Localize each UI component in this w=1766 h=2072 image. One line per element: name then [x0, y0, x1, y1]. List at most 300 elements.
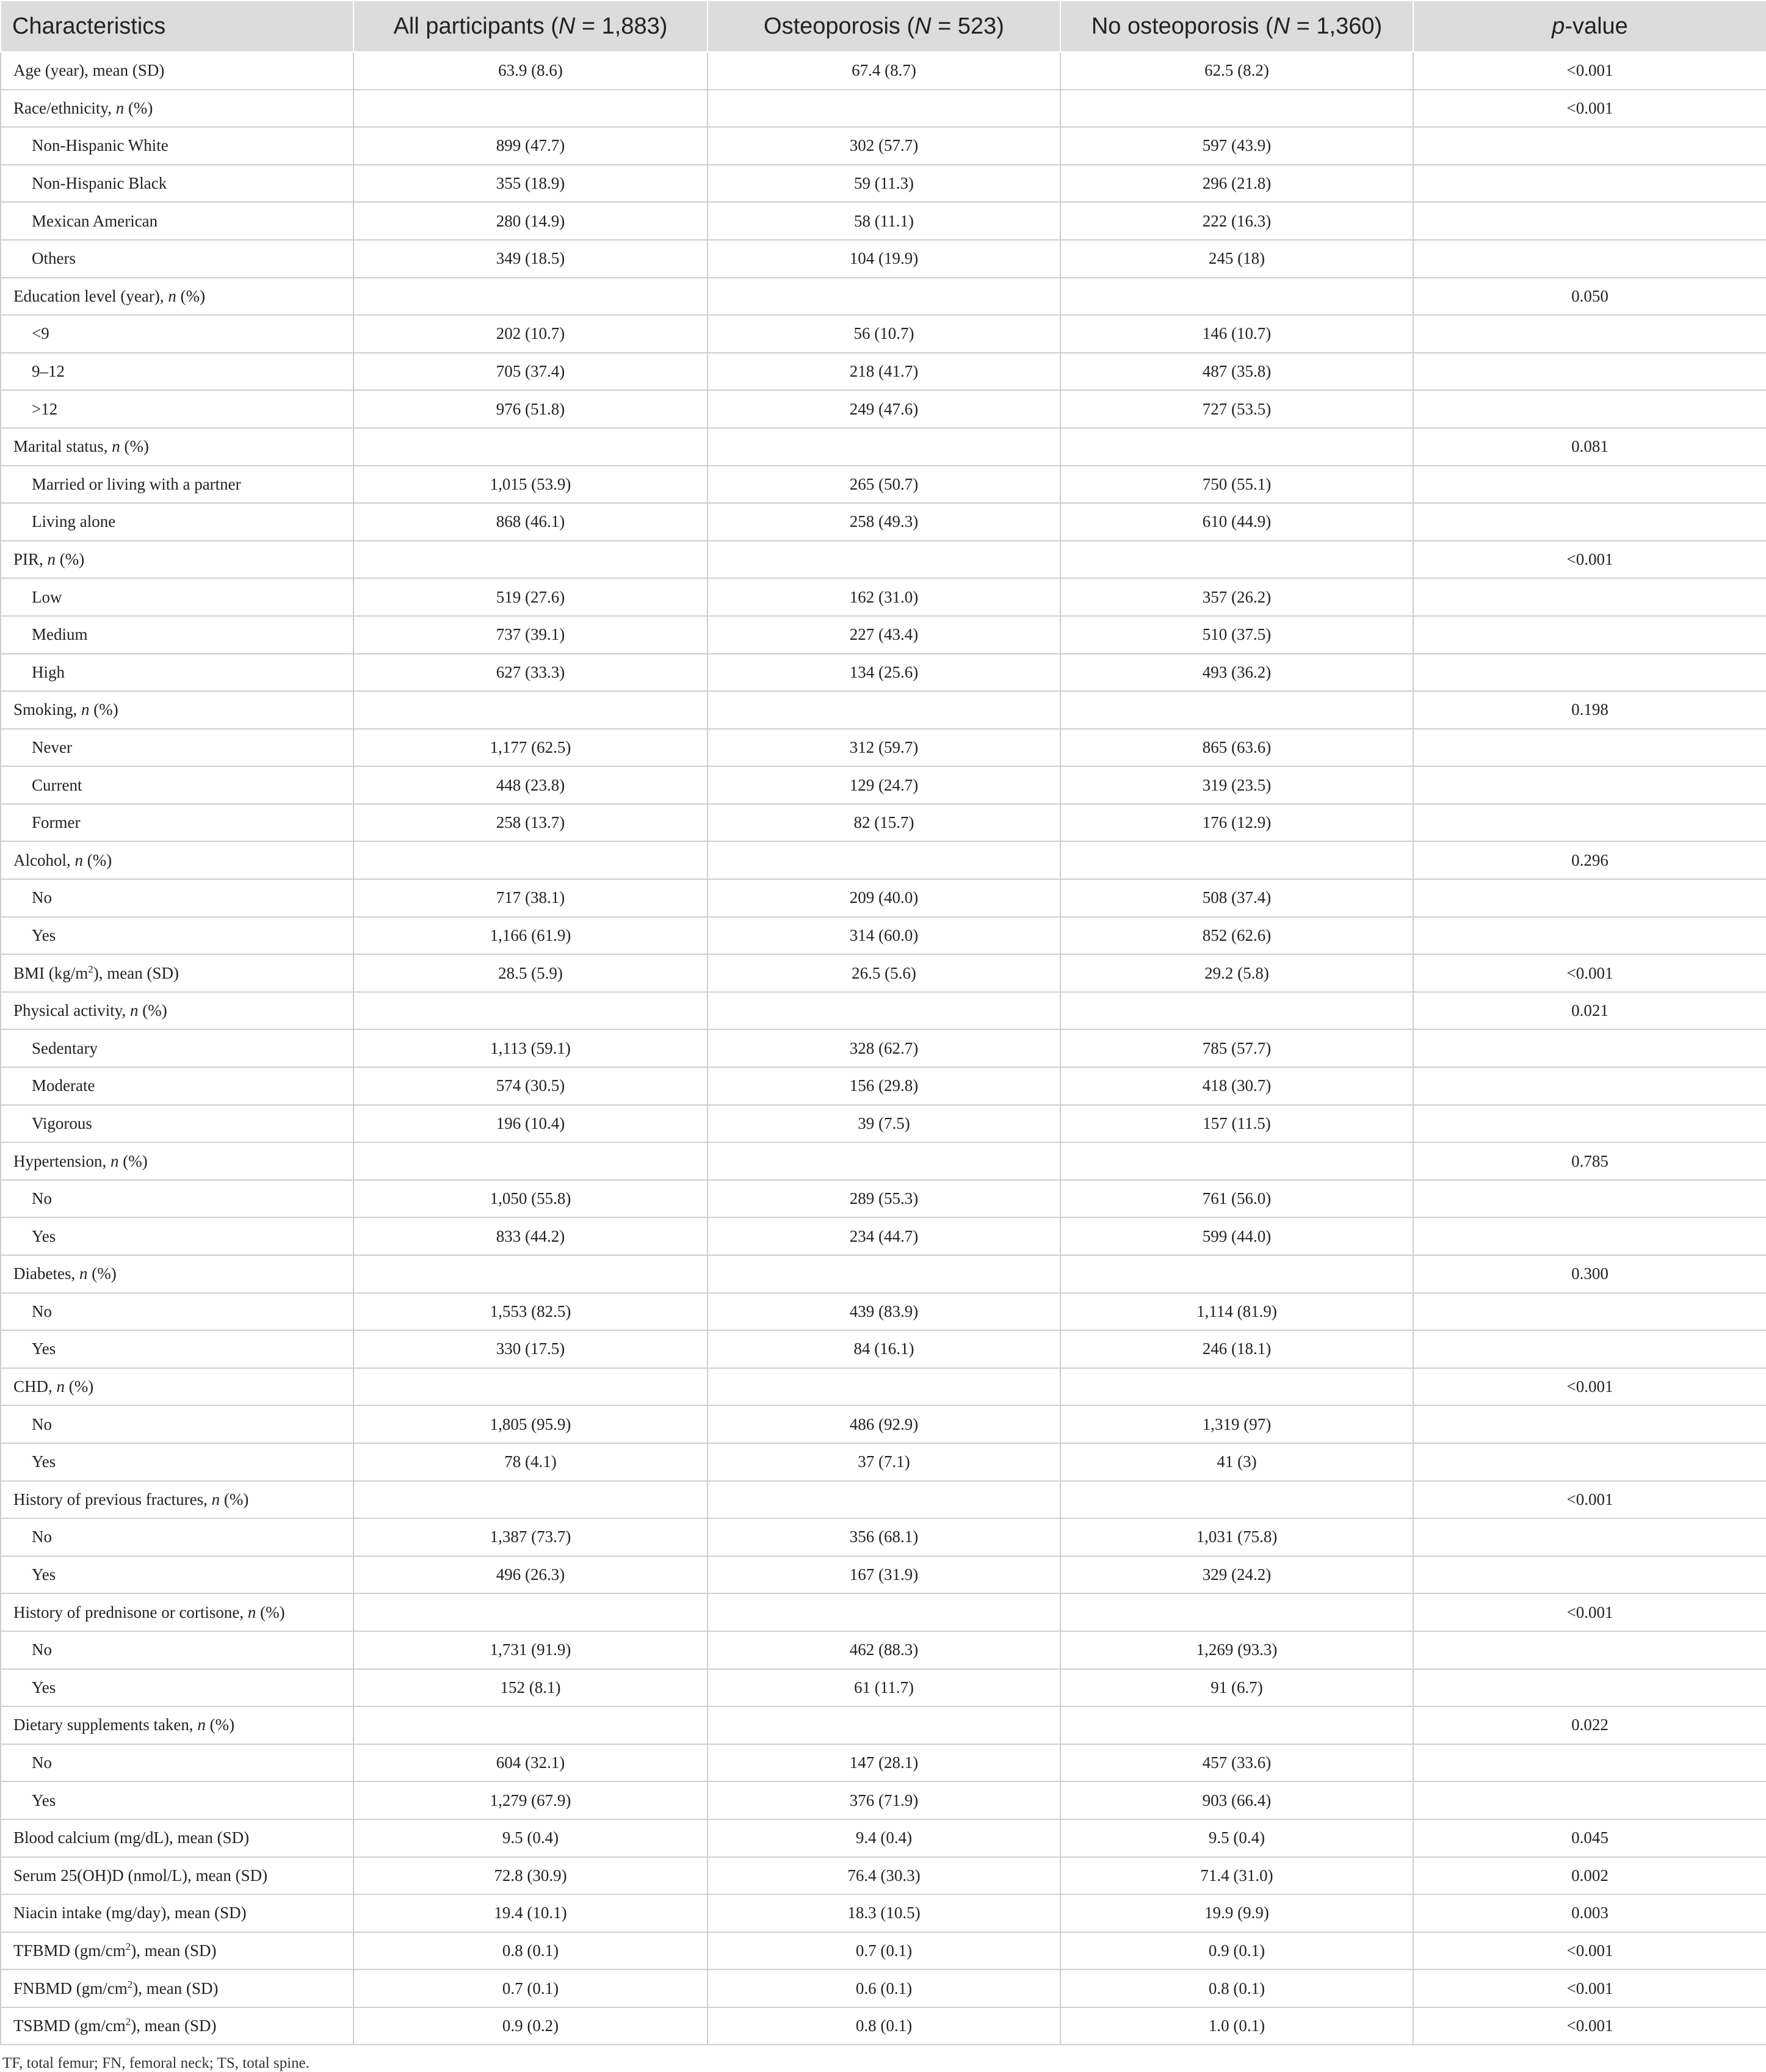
table-row	[1, 90, 1766, 128]
cell-osteoporosis	[707, 428, 1060, 466]
cell-p-value	[1413, 578, 1766, 616]
row-label: BMI $(kg/m^2)$, mean (SD)	[1, 954, 353, 992]
row-label: Diabetes, n (%)	[1, 1255, 353, 1293]
cell-p-value: <0.001	[1413, 954, 1766, 992]
cell-no-osteoporosis: 761 (56.0)	[1060, 1180, 1413, 1218]
cell-no-osteoporosis: 0.9 (0.1)	[1060, 1932, 1413, 1970]
table-row	[1, 1744, 1766, 1782]
cell-osteoporosis: 61 (11.7)	[707, 1669, 1060, 1707]
header-row	[1, 1, 1766, 52]
row-label: No	[1, 1631, 353, 1669]
cell-all-participants: 705 (37.4)	[353, 353, 707, 391]
row-label: Yes	[1, 1669, 353, 1707]
row-label: High	[1, 654, 353, 692]
table-row	[1, 315, 1766, 353]
table-row	[1, 1631, 1766, 1669]
cell-p-value	[1413, 1744, 1766, 1782]
row-label: PIR, n (%)	[1, 541, 353, 579]
table-row	[1, 466, 1766, 504]
row-label: Yes	[1, 1556, 353, 1594]
cell-p-value	[1413, 766, 1766, 804]
header-characteristics: Characteristics	[1, 1, 353, 52]
cell-no-osteoporosis	[1060, 541, 1413, 579]
cell-osteoporosis	[707, 541, 1060, 579]
cell-osteoporosis: 0.8 (0.1)	[707, 2007, 1060, 2045]
cell-all-participants: 519 (27.6)	[353, 578, 707, 616]
cell-p-value	[1413, 1556, 1766, 1594]
cell-all-participants	[353, 841, 707, 879]
cell-p-value: <0.001	[1413, 1932, 1766, 1970]
cell-all-participants	[353, 1368, 707, 1406]
cell-no-osteoporosis: 19.9 (9.9)	[1060, 1894, 1413, 1932]
cell-osteoporosis: 376 (71.9)	[707, 1781, 1060, 1819]
cell-no-osteoporosis: 9.5 (0.4)	[1060, 1819, 1413, 1857]
cell-no-osteoporosis: 1,031 (75.8)	[1060, 1518, 1413, 1556]
cell-all-participants: 1,731 (91.9)	[353, 1631, 707, 1669]
cell-p-value: 0.002	[1413, 1857, 1766, 1895]
row-label: Serum 25(OH)D (nmol/L), mean (SD)	[1, 1857, 353, 1895]
cell-osteoporosis	[707, 1368, 1060, 1406]
cell-all-participants: 448 (23.8)	[353, 766, 707, 804]
cell-osteoporosis	[707, 90, 1060, 128]
cell-p-value	[1413, 654, 1766, 692]
cell-p-value: <0.001	[1413, 1368, 1766, 1406]
row-label: Age (year), mean (SD)	[1, 52, 353, 90]
table-row	[1, 127, 1766, 165]
cell-p-value	[1413, 804, 1766, 842]
cell-no-osteoporosis: 1.0 (0.1)	[1060, 2007, 1413, 2045]
cell-p-value	[1413, 240, 1766, 278]
row-label: Dietary supplements taken, n (%)	[1, 1706, 353, 1744]
cell-p-value	[1413, 202, 1766, 240]
cell-p-value	[1413, 616, 1766, 654]
cell-p-value	[1413, 1217, 1766, 1255]
cell-no-osteoporosis: 508 (37.4)	[1060, 879, 1413, 917]
cell-p-value: <0.001	[1413, 1481, 1766, 1519]
cell-p-value	[1413, 1631, 1766, 1669]
row-label: Yes	[1, 917, 353, 955]
row-label: Low	[1, 578, 353, 616]
cell-all-participants	[353, 1255, 707, 1293]
table-row	[1, 1330, 1766, 1368]
cell-no-osteoporosis: 0.8 (0.1)	[1060, 1969, 1413, 2007]
table-row	[1, 1518, 1766, 1556]
cell-no-osteoporosis	[1060, 1255, 1413, 1293]
cell-osteoporosis: 156 (29.8)	[707, 1067, 1060, 1105]
cell-osteoporosis	[707, 1481, 1060, 1519]
cell-p-value: 0.296	[1413, 841, 1766, 879]
table-row	[1, 691, 1766, 729]
cell-osteoporosis	[707, 841, 1060, 879]
cell-osteoporosis: 26.5 (5.6)	[707, 954, 1060, 992]
cell-no-osteoporosis: 865 (63.6)	[1060, 729, 1413, 767]
cell-osteoporosis: 167 (31.9)	[707, 1556, 1060, 1594]
cell-all-participants: 833 (44.2)	[353, 1217, 707, 1255]
row-label: TFBMD $(gm/cm^2)$, mean (SD)	[1, 1932, 353, 1970]
cell-p-value	[1413, 729, 1766, 767]
cell-no-osteoporosis	[1060, 90, 1413, 128]
table-row	[1, 1481, 1766, 1519]
row-label: Sedentary	[1, 1029, 353, 1067]
table-row	[1, 1932, 1766, 1970]
cell-all-participants: 0.7 (0.1)	[353, 1969, 707, 2007]
table-row	[1, 616, 1766, 654]
cell-osteoporosis	[707, 1593, 1060, 1631]
cell-p-value	[1413, 1330, 1766, 1368]
cell-no-osteoporosis: 1,319 (97)	[1060, 1405, 1413, 1443]
cell-no-osteoporosis	[1060, 278, 1413, 316]
cell-no-osteoporosis: 510 (37.5)	[1060, 616, 1413, 654]
cell-no-osteoporosis: 157 (11.5)	[1060, 1105, 1413, 1143]
cell-osteoporosis: 314 (60.0)	[707, 917, 1060, 955]
table-row	[1, 1819, 1766, 1857]
row-label: History of previous fractures, n (%)	[1, 1481, 353, 1519]
cell-no-osteoporosis	[1060, 1706, 1413, 1744]
table-row	[1, 2007, 1766, 2045]
table-row	[1, 1781, 1766, 1819]
row-label: History of prednisone or cortisone, n (%)	[1, 1593, 353, 1631]
cell-all-participants: 330 (17.5)	[353, 1330, 707, 1368]
cell-all-participants	[353, 278, 707, 316]
row-label: Non-Hispanic White	[1, 127, 353, 165]
cell-osteoporosis: 18.3 (10.5)	[707, 1894, 1060, 1932]
cell-no-osteoporosis: 1,114 (81.9)	[1060, 1293, 1413, 1331]
row-label: FNBMD $(gm/cm^2)$, mean (SD)	[1, 1969, 353, 2007]
cell-no-osteoporosis: 785 (57.7)	[1060, 1029, 1413, 1067]
table-row	[1, 1105, 1766, 1143]
row-label: No	[1, 879, 353, 917]
table-row	[1, 1669, 1766, 1707]
table-row	[1, 428, 1766, 466]
cell-osteoporosis: 76.4 (30.3)	[707, 1857, 1060, 1895]
row-label: Current	[1, 766, 353, 804]
cell-osteoporosis	[707, 278, 1060, 316]
table-row	[1, 1556, 1766, 1594]
cell-p-value	[1413, 466, 1766, 504]
cell-no-osteoporosis	[1060, 841, 1413, 879]
cell-no-osteoporosis: 418 (30.7)	[1060, 1067, 1413, 1105]
cell-p-value	[1413, 1180, 1766, 1218]
table-row	[1, 1255, 1766, 1293]
table-row	[1, 1857, 1766, 1895]
table-row	[1, 278, 1766, 316]
table-row	[1, 1217, 1766, 1255]
cell-all-participants: 1,177 (62.5)	[353, 729, 707, 767]
row-label: Yes	[1, 1781, 353, 1819]
cell-no-osteoporosis	[1060, 1142, 1413, 1180]
cell-no-osteoporosis	[1060, 1593, 1413, 1631]
cell-p-value: <0.001	[1413, 1969, 1766, 2007]
cell-p-value	[1413, 165, 1766, 203]
row-label: Niacin intake (mg/day), mean (SD)	[1, 1894, 353, 1932]
row-label: Hypertension, n (%)	[1, 1142, 353, 1180]
cell-all-participants: 574 (30.5)	[353, 1067, 707, 1105]
cell-all-participants	[353, 428, 707, 466]
cell-all-participants: 63.9 (8.6)	[353, 52, 707, 90]
cell-all-participants: 1,166 (61.9)	[353, 917, 707, 955]
cell-p-value: 0.300	[1413, 1255, 1766, 1293]
cell-osteoporosis: 312 (59.7)	[707, 729, 1060, 767]
cell-p-value	[1413, 917, 1766, 955]
cell-osteoporosis: 39 (7.5)	[707, 1105, 1060, 1143]
cell-all-participants: 72.8 (30.9)	[353, 1857, 707, 1895]
cell-osteoporosis: 0.7 (0.1)	[707, 1932, 1060, 1970]
row-label: Blood calcium (mg/dL), mean (SD)	[1, 1819, 353, 1857]
cell-all-participants: 28.5 (5.9)	[353, 954, 707, 992]
cell-all-participants	[353, 90, 707, 128]
table-row	[1, 1593, 1766, 1631]
cell-osteoporosis: 58 (11.1)	[707, 202, 1060, 240]
cell-osteoporosis: 59 (11.3)	[707, 165, 1060, 203]
cell-p-value: 0.081	[1413, 428, 1766, 466]
cell-osteoporosis: 37 (7.1)	[707, 1443, 1060, 1481]
cell-p-value: <0.001	[1413, 52, 1766, 90]
cell-no-osteoporosis: 1,269 (93.3)	[1060, 1631, 1413, 1669]
cell-no-osteoporosis	[1060, 428, 1413, 466]
row-label: Marital status, n (%)	[1, 428, 353, 466]
cell-osteoporosis: 209 (40.0)	[707, 879, 1060, 917]
cell-no-osteoporosis	[1060, 1368, 1413, 1406]
row-label: Living alone	[1, 503, 353, 541]
row-label: TSBMD $(gm/cm^2)$, mean (SD)	[1, 2007, 353, 2045]
row-label: No	[1, 1293, 353, 1331]
cell-no-osteoporosis: 41 (3)	[1060, 1443, 1413, 1481]
cell-no-osteoporosis: 146 (10.7)	[1060, 315, 1413, 353]
cell-all-participants: 1,279 (67.9)	[353, 1781, 707, 1819]
cell-no-osteoporosis: 176 (12.9)	[1060, 804, 1413, 842]
row-label: Non-Hispanic Black	[1, 165, 353, 203]
table-row	[1, 917, 1766, 955]
cell-all-participants: 717 (38.1)	[353, 879, 707, 917]
cell-osteoporosis: 129 (24.7)	[707, 766, 1060, 804]
cell-p-value	[1413, 315, 1766, 353]
cell-no-osteoporosis: 487 (35.8)	[1060, 353, 1413, 391]
table-row	[1, 353, 1766, 391]
table-row	[1, 804, 1766, 842]
table-row	[1, 1443, 1766, 1481]
cell-p-value	[1413, 879, 1766, 917]
cell-p-value: 0.050	[1413, 278, 1766, 316]
cell-all-participants: 9.5 (0.4)	[353, 1819, 707, 1857]
cell-p-value	[1413, 1029, 1766, 1067]
cell-no-osteoporosis: 727 (53.5)	[1060, 390, 1413, 428]
header-p-value: p-value	[1413, 1, 1766, 52]
cell-all-participants: 976 (51.8)	[353, 390, 707, 428]
table-row	[1, 1067, 1766, 1105]
cell-p-value	[1413, 1669, 1766, 1707]
cell-p-value	[1413, 1405, 1766, 1443]
cell-no-osteoporosis	[1060, 992, 1413, 1030]
cell-all-participants: 152 (8.1)	[353, 1669, 707, 1707]
cell-p-value	[1413, 353, 1766, 391]
cell-no-osteoporosis: 457 (33.6)	[1060, 1744, 1413, 1782]
table-row	[1, 654, 1766, 692]
cell-osteoporosis: 56 (10.7)	[707, 315, 1060, 353]
table-row	[1, 1368, 1766, 1406]
table-row	[1, 1293, 1766, 1331]
cell-all-participants: 496 (26.3)	[353, 1556, 707, 1594]
table-row	[1, 240, 1766, 278]
cell-p-value: 0.021	[1413, 992, 1766, 1030]
table-row	[1, 992, 1766, 1030]
cell-all-participants: 258 (13.7)	[353, 804, 707, 842]
cell-no-osteoporosis: 71.4 (31.0)	[1060, 1857, 1413, 1895]
cell-all-participants: 737 (39.1)	[353, 616, 707, 654]
cell-all-participants	[353, 541, 707, 579]
cell-all-participants: 0.8 (0.1)	[353, 1932, 707, 1970]
cell-no-osteoporosis: 903 (66.4)	[1060, 1781, 1413, 1819]
table-row	[1, 766, 1766, 804]
cell-all-participants: 78 (4.1)	[353, 1443, 707, 1481]
row-label: CHD, n (%)	[1, 1368, 353, 1406]
cell-all-participants: 1,805 (95.9)	[353, 1405, 707, 1443]
cell-osteoporosis: 0.6 (0.1)	[707, 1969, 1060, 2007]
table-row	[1, 541, 1766, 579]
cell-no-osteoporosis: 610 (44.9)	[1060, 503, 1413, 541]
cell-all-participants: 1,387 (73.7)	[353, 1518, 707, 1556]
cell-osteoporosis: 302 (57.7)	[707, 127, 1060, 165]
cell-osteoporosis: 9.4 (0.4)	[707, 1819, 1060, 1857]
table-row	[1, 52, 1766, 90]
cell-all-participants: 899 (47.7)	[353, 127, 707, 165]
cell-no-osteoporosis: 493 (36.2)	[1060, 654, 1413, 692]
row-label: No	[1, 1744, 353, 1782]
header-all-participants: All participants (N = 1,883)	[353, 1, 707, 52]
row-label: Never	[1, 729, 353, 767]
cell-no-osteoporosis: 319 (23.5)	[1060, 766, 1413, 804]
cell-all-participants: 19.4 (10.1)	[353, 1894, 707, 1932]
cell-p-value: <0.001	[1413, 1593, 1766, 1631]
table-row	[1, 1142, 1766, 1180]
cell-all-participants: 280 (14.9)	[353, 202, 707, 240]
cell-no-osteoporosis: 329 (24.2)	[1060, 1556, 1413, 1594]
cell-all-participants: 1,050 (55.8)	[353, 1180, 707, 1218]
cell-osteoporosis: 356 (68.1)	[707, 1518, 1060, 1556]
cell-no-osteoporosis: 750 (55.1)	[1060, 466, 1413, 504]
cell-no-osteoporosis: 597 (43.9)	[1060, 127, 1413, 165]
row-label: Medium	[1, 616, 353, 654]
row-label: Alcohol, n (%)	[1, 841, 353, 879]
cell-all-participants	[353, 1481, 707, 1519]
table-row	[1, 503, 1766, 541]
row-label: Race/ethnicity, n (%)	[1, 90, 353, 128]
row-label: Yes	[1, 1330, 353, 1368]
table-row	[1, 1405, 1766, 1443]
cell-no-osteoporosis: 91 (6.7)	[1060, 1669, 1413, 1707]
cell-p-value	[1413, 503, 1766, 541]
cell-p-value: 0.022	[1413, 1706, 1766, 1744]
row-label: Smoking, n (%)	[1, 691, 353, 729]
row-label: Education level (year), n (%)	[1, 278, 353, 316]
table-row	[1, 879, 1766, 917]
cell-no-osteoporosis: 599 (44.0)	[1060, 1217, 1413, 1255]
cell-osteoporosis: 82 (15.7)	[707, 804, 1060, 842]
cell-p-value	[1413, 1293, 1766, 1331]
row-label: No	[1, 1405, 353, 1443]
cell-p-value: <0.001	[1413, 541, 1766, 579]
footnote: TF, total femur; FN, femoral neck; TS, total spine.	[2, 2055, 310, 2072]
row-label: No	[1, 1180, 353, 1218]
cell-no-osteoporosis: 245 (18)	[1060, 240, 1413, 278]
row-label: Physical activity, n (%)	[1, 992, 353, 1030]
cell-p-value	[1413, 1067, 1766, 1105]
row-label: No	[1, 1518, 353, 1556]
cell-all-participants: 868 (46.1)	[353, 503, 707, 541]
cell-p-value: <0.001	[1413, 2007, 1766, 2045]
cell-all-participants	[353, 691, 707, 729]
cell-osteoporosis	[707, 1255, 1060, 1293]
table-row	[1, 841, 1766, 879]
cell-osteoporosis: 67.4 (8.7)	[707, 52, 1060, 90]
cell-osteoporosis: 218 (41.7)	[707, 353, 1060, 391]
header-osteoporosis: Osteoporosis (N = 523)	[707, 1, 1060, 52]
cell-no-osteoporosis	[1060, 691, 1413, 729]
cell-no-osteoporosis: 62.5 (8.2)	[1060, 52, 1413, 90]
cell-all-participants: 0.9 (0.2)	[353, 2007, 707, 2045]
cell-osteoporosis: 227 (43.4)	[707, 616, 1060, 654]
cell-no-osteoporosis: 222 (16.3)	[1060, 202, 1413, 240]
cell-osteoporosis	[707, 691, 1060, 729]
table-row	[1, 1969, 1766, 2007]
row-label: Yes	[1, 1443, 353, 1481]
table-row	[1, 202, 1766, 240]
row-label: Others	[1, 240, 353, 278]
cell-all-participants	[353, 1593, 707, 1631]
cell-osteoporosis: 249 (47.6)	[707, 390, 1060, 428]
cell-all-participants: 1,015 (53.9)	[353, 466, 707, 504]
cell-p-value	[1413, 1105, 1766, 1143]
cell-all-participants	[353, 1142, 707, 1180]
table-row	[1, 954, 1766, 992]
cell-osteoporosis: 147 (28.1)	[707, 1744, 1060, 1782]
cell-osteoporosis: 258 (49.3)	[707, 503, 1060, 541]
cell-p-value: 0.003	[1413, 1894, 1766, 1932]
cell-osteoporosis: 162 (31.0)	[707, 578, 1060, 616]
cell-all-participants: 349 (18.5)	[353, 240, 707, 278]
cell-no-osteoporosis: 29.2 (5.8)	[1060, 954, 1413, 992]
cell-osteoporosis: 134 (25.6)	[707, 654, 1060, 692]
cell-all-participants: 202 (10.7)	[353, 315, 707, 353]
table-row	[1, 1180, 1766, 1218]
row-label: Moderate	[1, 1067, 353, 1105]
table-row	[1, 1894, 1766, 1932]
cell-osteoporosis: 462 (88.3)	[707, 1631, 1060, 1669]
table-row	[1, 729, 1766, 767]
row-label: 9–12	[1, 353, 353, 391]
row-label: >12	[1, 390, 353, 428]
cell-osteoporosis: 234 (44.7)	[707, 1217, 1060, 1255]
cell-all-participants: 196 (10.4)	[353, 1105, 707, 1143]
cell-osteoporosis: 439 (83.9)	[707, 1293, 1060, 1331]
cell-p-value: 0.198	[1413, 691, 1766, 729]
row-label: Married or living with a partner	[1, 466, 353, 504]
row-label: Yes	[1, 1217, 353, 1255]
cell-all-participants: 604 (32.1)	[353, 1744, 707, 1782]
cell-osteoporosis: 104 (19.9)	[707, 240, 1060, 278]
cell-all-participants	[353, 992, 707, 1030]
cell-p-value: <0.001	[1413, 90, 1766, 128]
cell-all-participants	[353, 1706, 707, 1744]
table-row	[1, 1029, 1766, 1067]
table-row	[1, 165, 1766, 203]
header-no-osteoporosis: No osteoporosis (N = 1,360)	[1060, 1, 1413, 52]
cell-osteoporosis: 265 (50.7)	[707, 466, 1060, 504]
cell-p-value	[1413, 390, 1766, 428]
cell-osteoporosis: 486 (92.9)	[707, 1405, 1060, 1443]
table-row	[1, 1706, 1766, 1744]
table-body	[1, 52, 1766, 2045]
cell-no-osteoporosis: 246 (18.1)	[1060, 1330, 1413, 1368]
